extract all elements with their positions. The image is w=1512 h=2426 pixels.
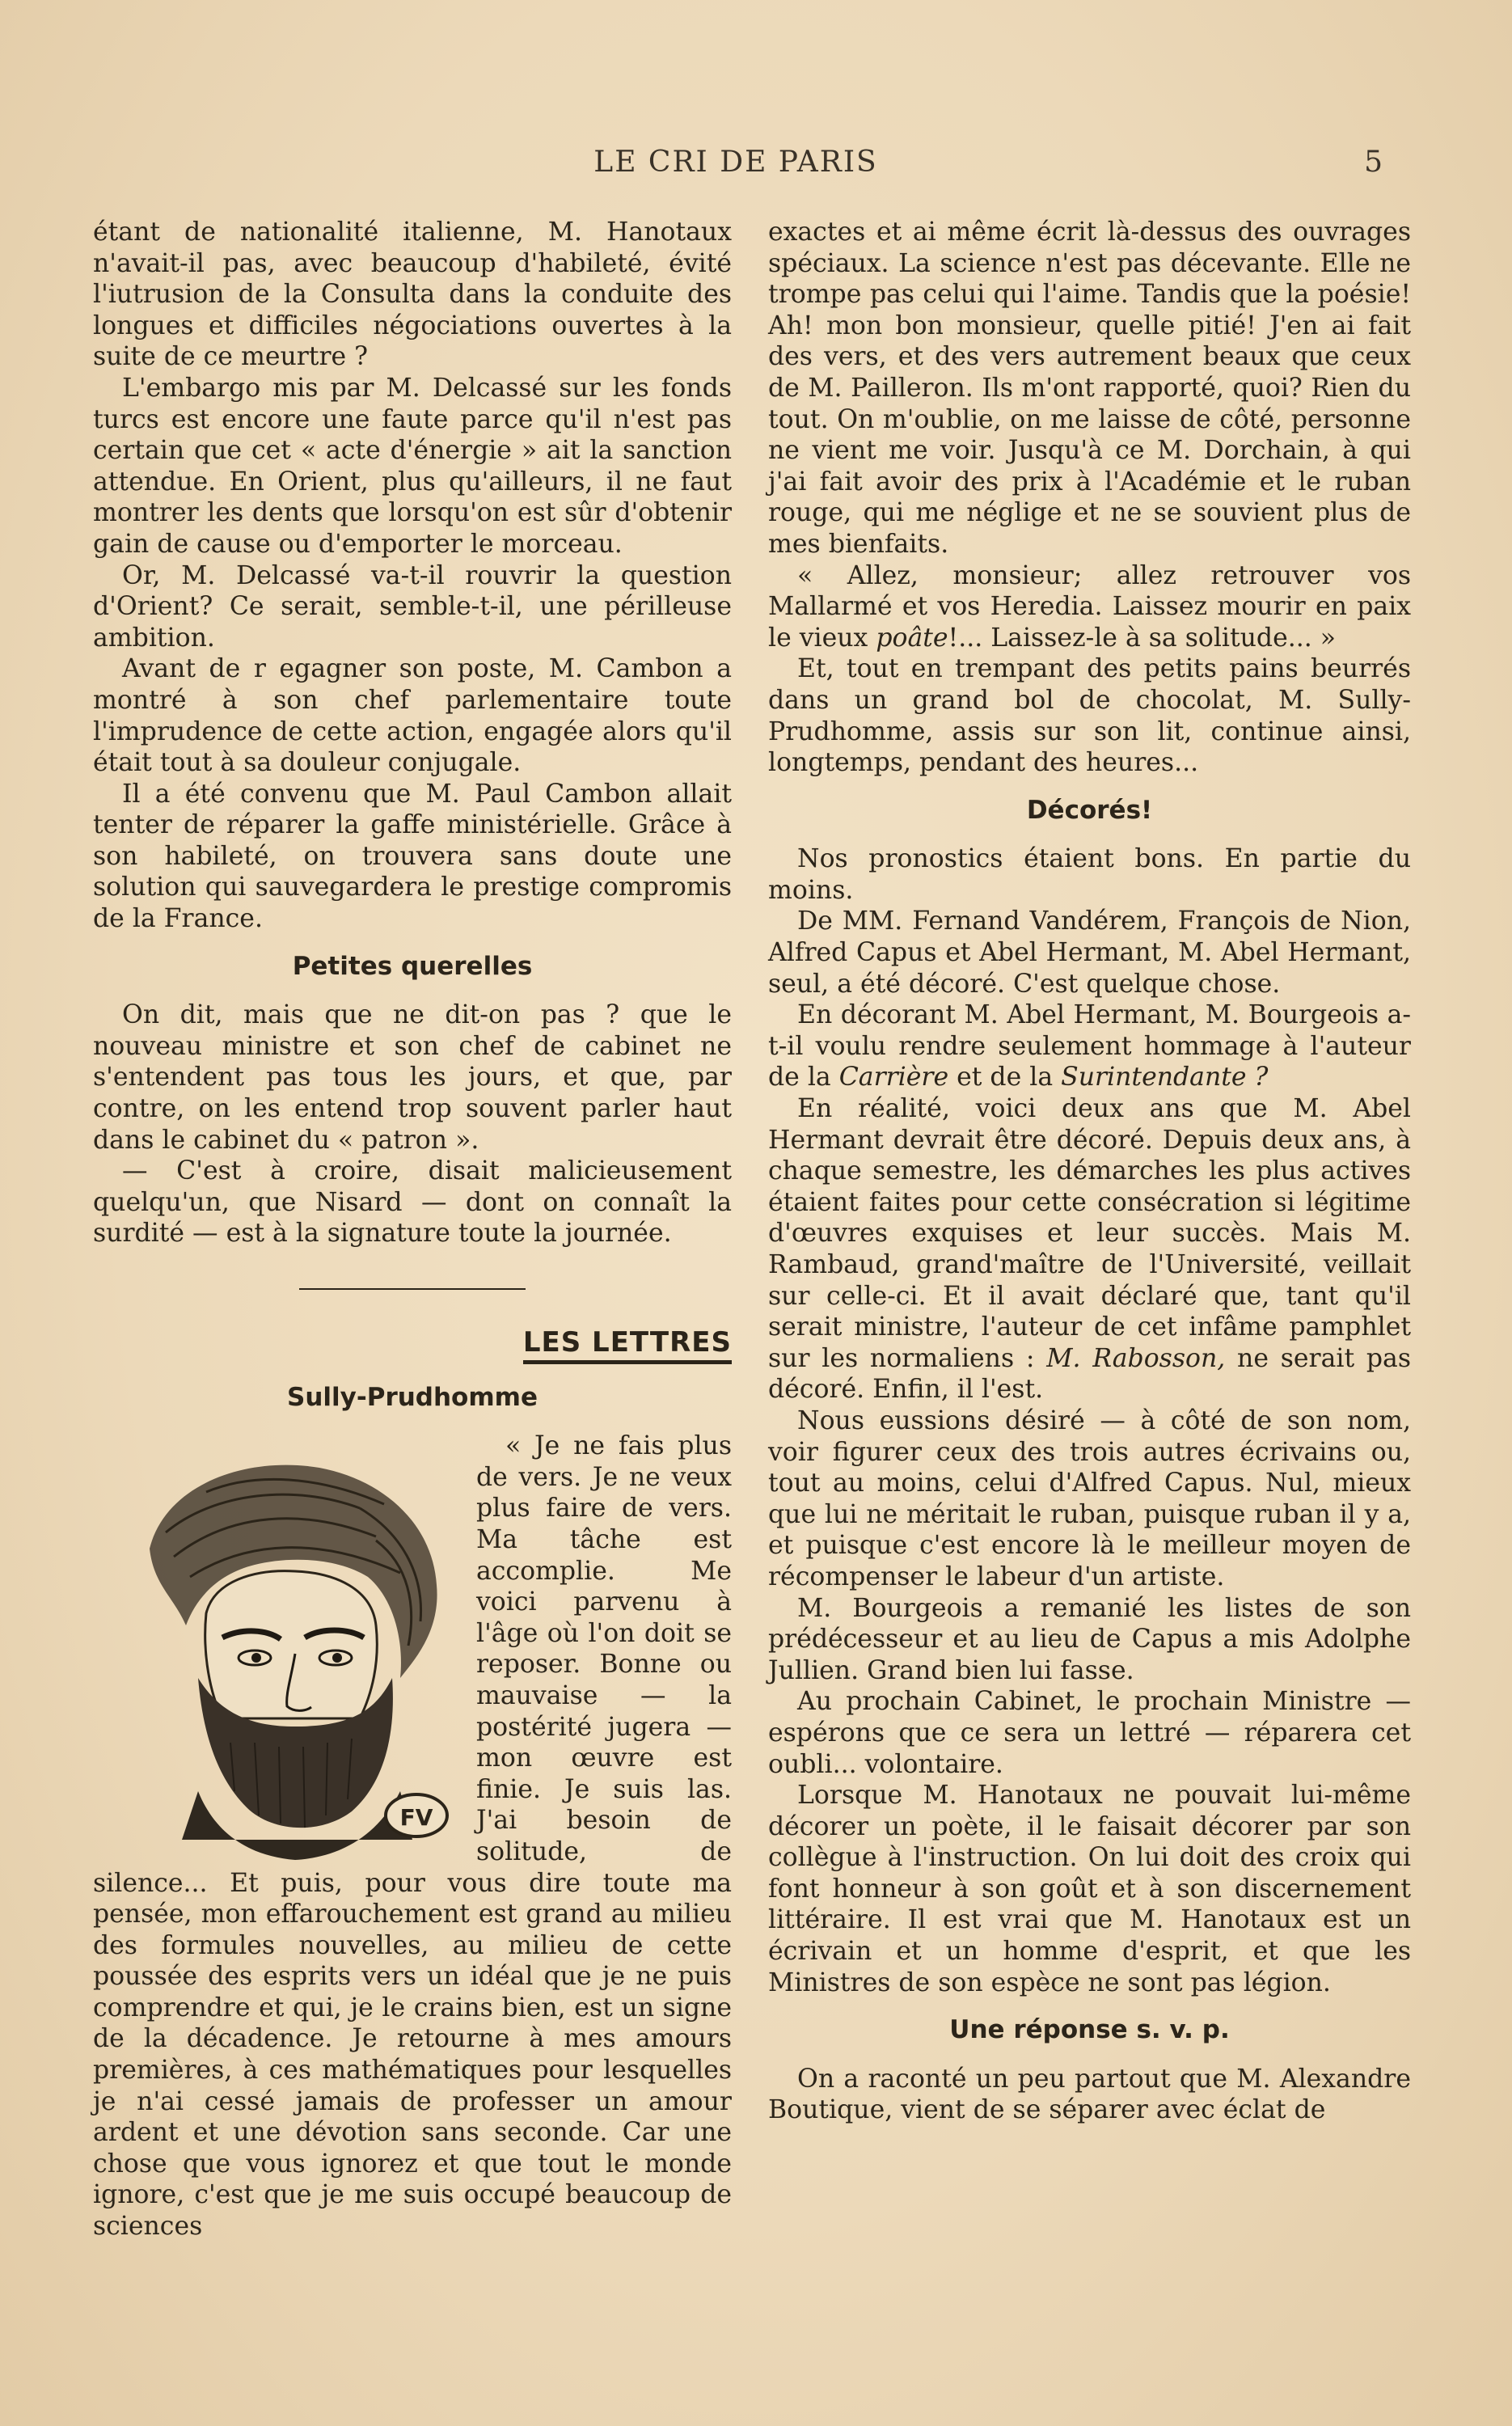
heading-petites-querelles: Petites querelles: [292, 951, 533, 981]
paragraph: — C'est à croire, disait malicieusement quelqu'un, que Nisard — dont on connaît la surdité — est à la signature toute la journée.: [93, 1156, 732, 1249]
text-run: ne serait pas décoré. Enfin, il l'est.: [768, 1343, 1411, 1405]
italic-text: M. Rabosson,: [1046, 1343, 1226, 1373]
text-run: « Allez, monsieur; allez retrouver vos Mallarmé et vos Heredia. Laissez mourir en paix le vieux: [768, 560, 1411, 653]
paragraph: L'embargo mis par M. Delcassé sur les fonds turcs est encore une faute parce qu'il n'est pas certain que cet « acte d'énergie » ait la sanction attendue. En Orient, plus qu'ailleurs, il ne faut montrer les dents que lorsqu'on est sûr d'obtenir gain de cause ou d'emporter le morceau.: [93, 373, 732, 559]
paragraph: M. Bourgeois a remanié les listes de son prédécesseur et au lieu de Capus a mis Adolphe Jullien. Grand bien lui fasse.: [768, 1593, 1411, 1685]
paragraph: Lorsque M. Hanotaux ne pouvait lui-même décorer un poète, il le faisait décorer par son collègue à l'instruction. On lui doit des croix qui font honneur à son goût et à son discernement littéraire. Il est vrai que M. Hanotaux est un écrivain et un homme d'esprit, et que les Ministres de son espèce ne sont pas légion.: [768, 1781, 1411, 1997]
italic-text: Carrière: [838, 1063, 949, 1093]
page-number: 5: [1364, 146, 1383, 179]
section-divider: [299, 1288, 526, 1290]
heading-une-reponse: Une réponse s. v. p.: [949, 2015, 1230, 2045]
text-run: En réalité, voici deux ans que M. Abel Hermant devrait être décoré. Depuis deux ans, à chaque semestre, les démarches les plus actives étaient faites pour cette consécration si légitime d'œuvres exquises et leur succès. Mais M. Rambaud, grand'maître de l'Université, veillait sur celle-ci. Et il avait déclaré que, tant qu'il serait ministre, l'auteur de cet infâme pamphlet sur les normaliens :: [768, 1094, 1411, 1373]
newspaper-title: LE CRI DE PARIS: [593, 146, 878, 179]
text-run: et de la: [948, 1063, 1062, 1093]
heading-sully-prudhomme: Sully-Prudhomme: [287, 1382, 538, 1412]
text-run: !... Laissez-le à sa solitude... »: [948, 623, 1337, 653]
paragraph: Il a été convenu que M. Paul Cambon allait tenter de réparer la gaffe ministérielle. Grâce à son habileté, on trouvera sans doute une solution qui sauvegardera le prestige compromis de la France.: [93, 779, 732, 934]
paragraph: Avant de r egagner son poste, M. Cambon a montré à son chef parlementaire toute l'imprudence de cette action, engagée alors qu'il était tout à sa douleur conjugale.: [93, 654, 732, 778]
right-column: [768, 217, 1411, 2126]
paragraph: « Je ne fais plus de vers. Je ne veux plus faire de vers. Ma tâche est accomplie. Me voici parvenu à l'âge où l'on doit se reposer. Bonne ou mauvaise — la postérité jugera — mon œuvre est finie. Je suis las. J'ai besoin de solitude, de silence... Et puis, pour vous dire toute ma pensée, mon effarouchement est grand au milieu des formules nouvelles, au milieu de cette poussée des esprits vers un idéal que je ne puis comprendre et qui, je le crains bien, est un signe de la décadence. Je retourne à mes amours premières, à ces mathématiques pour lesquelles je n'ai cessé jamais de professer un amour ardent et une dévotion sans seconde. Car une chose que vous ignorez et que tout le monde ignore, c'est que je me suis occupé beaucoup de sciences: [93, 1431, 732, 2242]
paragraph: De MM. Fernand Vandérem, François de Nion, Alfred Capus et Abel Hermant, M. Abel Hermant, seul, a été décoré. C'est quelque chose.: [768, 907, 1411, 999]
heading-decores: Décorés!: [1026, 795, 1153, 825]
section-title-text: LES LETTRES: [523, 1326, 732, 1364]
paragraph: [768, 560, 1411, 654]
italic-text: Surintendante ?: [1061, 1063, 1269, 1093]
portrait-signature: FV: [399, 1804, 433, 1832]
text-run: En décorant M. Abel Hermant, M. Bourgeois a-t-il voulu rendre seulement hommage à l'auteur de la: [768, 1000, 1411, 1093]
paragraph: Nous eussions désiré — à côté de son nom, voir figurer ceux des trois autres écrivains ou, tout au moins, celui d'Alfred Capus. Nul, mieux que lui ne méritait le ruban, puisque ruban il y a, et puisque c'est encore là le meilleur moyen de récompenser le labeur d'un artiste.: [768, 1405, 1411, 1591]
sully-article: [93, 1431, 732, 2242]
paragraph: Nos pronostics étaient bons. En partie du moins.: [768, 844, 1411, 905]
paragraph: [768, 1000, 1411, 1093]
paragraph: étant de nationalité italienne, M. Hanotaux n'avait-il pas, avec beaucoup d'habileté, évité l'iutrusion de la Consulta dans la conduite des longues et difficiles négociations ouvertes à la suite de ce meurtre ?: [93, 218, 732, 372]
paragraph: Or, M. Delcassé va-t-il rouvrir la question d'Orient? Ce serait, semble-t-il, une périlleuse ambition.: [93, 560, 732, 653]
portrait-illustration: [93, 1435, 465, 1864]
paragraph: On a raconté un peu partout que M. Alexandre Boutique, vient de se séparer avec éclat de: [768, 2064, 1411, 2125]
paragraph: Au prochain Cabinet, le prochain Ministre — espérons que ce sera un lettré — réparera cet oubli... volontaire.: [768, 1687, 1411, 1779]
left-column: [93, 217, 732, 2242]
paragraph: On dit, mais que ne dit-on pas ? que le nouveau ministre et son chef de cabinet ne s'entendent pas tous les jours, et que, par contre, on les entend trop souvent parler haut dans le cabinet du « patron ».: [93, 1000, 732, 1155]
paragraph: Et, tout en trempant des petits pains beurrés dans un grand bol de chocolat, M. Sully-Prudhomme, assis sur son lit, continue ainsi, longtemps, pendant des heures...: [768, 654, 1411, 778]
italic-text: poâte: [876, 623, 948, 653]
page-header: [89, 146, 1383, 186]
paragraph: [768, 1093, 1411, 1405]
section-title-lettres: [93, 1327, 732, 1359]
paragraph: exactes et ai même écrit là-dessus des ouvrages spéciaux. La science n'est pas décevante. Elle ne trompe pas celui qui l'aime. Tandis que la poésie! Ah! mon bon monsieur, quelle pitié! J'en ai fait des vers, et des vers autrement beaux que ceux de M. Pailleron. Ils m'ont rapporté, quoi? Rien du tout. On m'oublie, on me laisse de côté, personne ne vient me voir. Jusqu'à ce M. Dorchain, à qui j'ai fait avoir des prix à l'Académie et le ruban rouge, qui me néglige et ne se souvient plus de mes bienfaits.: [768, 218, 1411, 559]
